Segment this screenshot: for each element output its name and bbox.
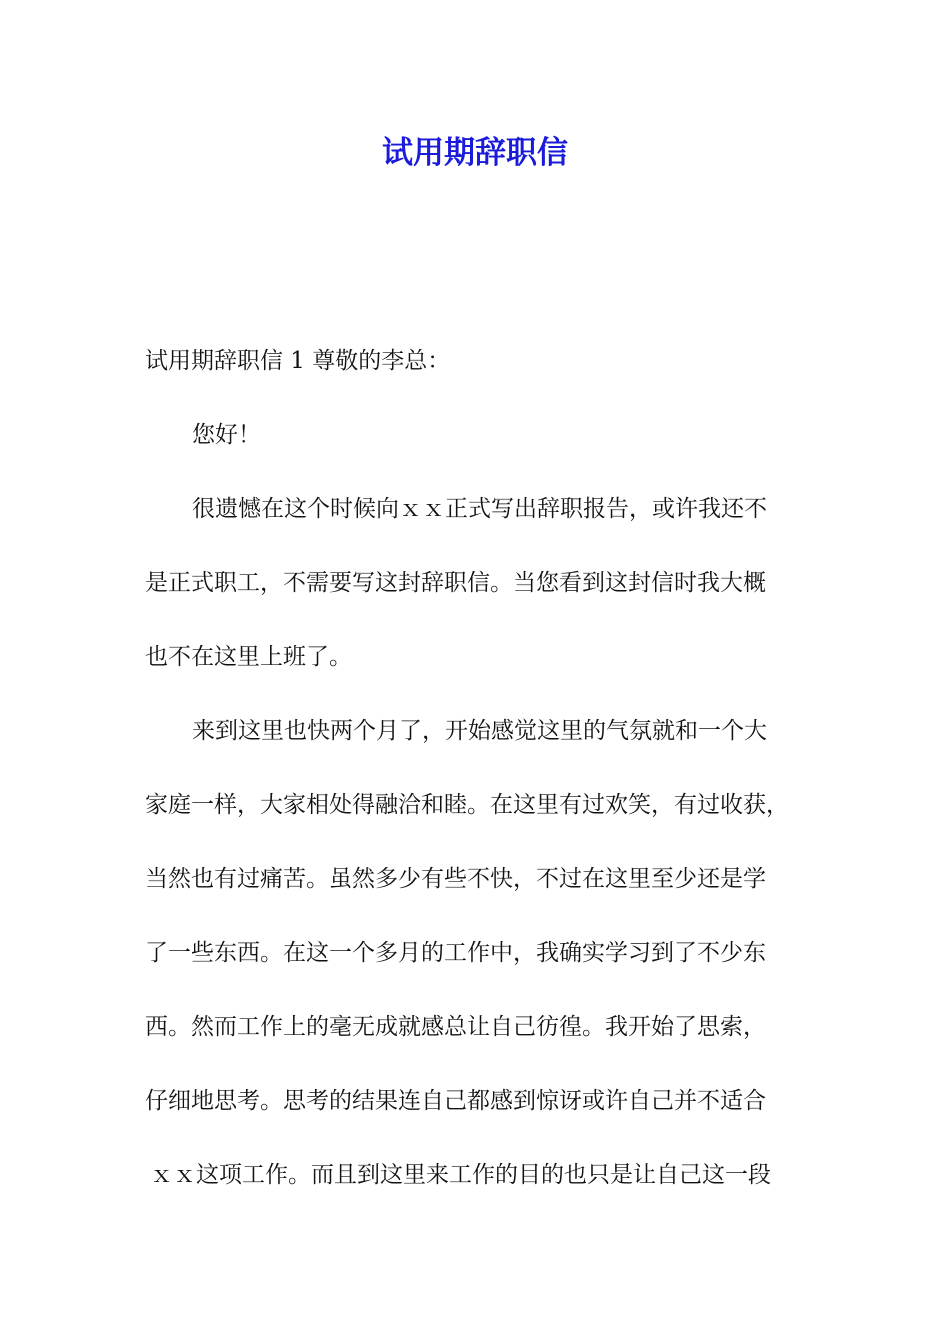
body-line: 当然也有过痛苦。虽然多少有些不快，不过在这里至少还是学 (145, 866, 766, 892)
body-line: 很遗憾在这个时候向ｘｘ正式写出辞职报告，或许我还不 (192, 496, 767, 522)
body-line: ｘｘ这项工作。而且到这里来工作的目的也只是让自己这一段 (150, 1162, 771, 1188)
body-line: 也不在这里上班了。 (145, 644, 352, 670)
body-line: 了一些东西。在这一个多月的工作中，我确实学习到了不少东 (145, 940, 766, 966)
body-line: 来到这里也快两个月了，开始感觉这里的气氛就和一个大 (192, 718, 767, 744)
salutation-line: 试用期辞职信 1 尊敬的李总： (145, 348, 451, 374)
body-line: 是正式职工，不需要写这封辞职信。当您看到这封信时我大概 (145, 570, 766, 596)
greeting-line: 您好！ (192, 422, 261, 448)
body-line: 仔细地思考。思考的结果连自己都感到惊讶或许自己并不适合 (145, 1088, 766, 1114)
document-title: 试用期辞职信 (382, 135, 568, 171)
body-line: 家庭一样，大家相处得融洽和睦。在这里有过欢笑，有过收获， (145, 792, 789, 818)
body-line: 西。然而工作上的毫无成就感总让自己彷徨。我开始了思索， (145, 1014, 766, 1040)
